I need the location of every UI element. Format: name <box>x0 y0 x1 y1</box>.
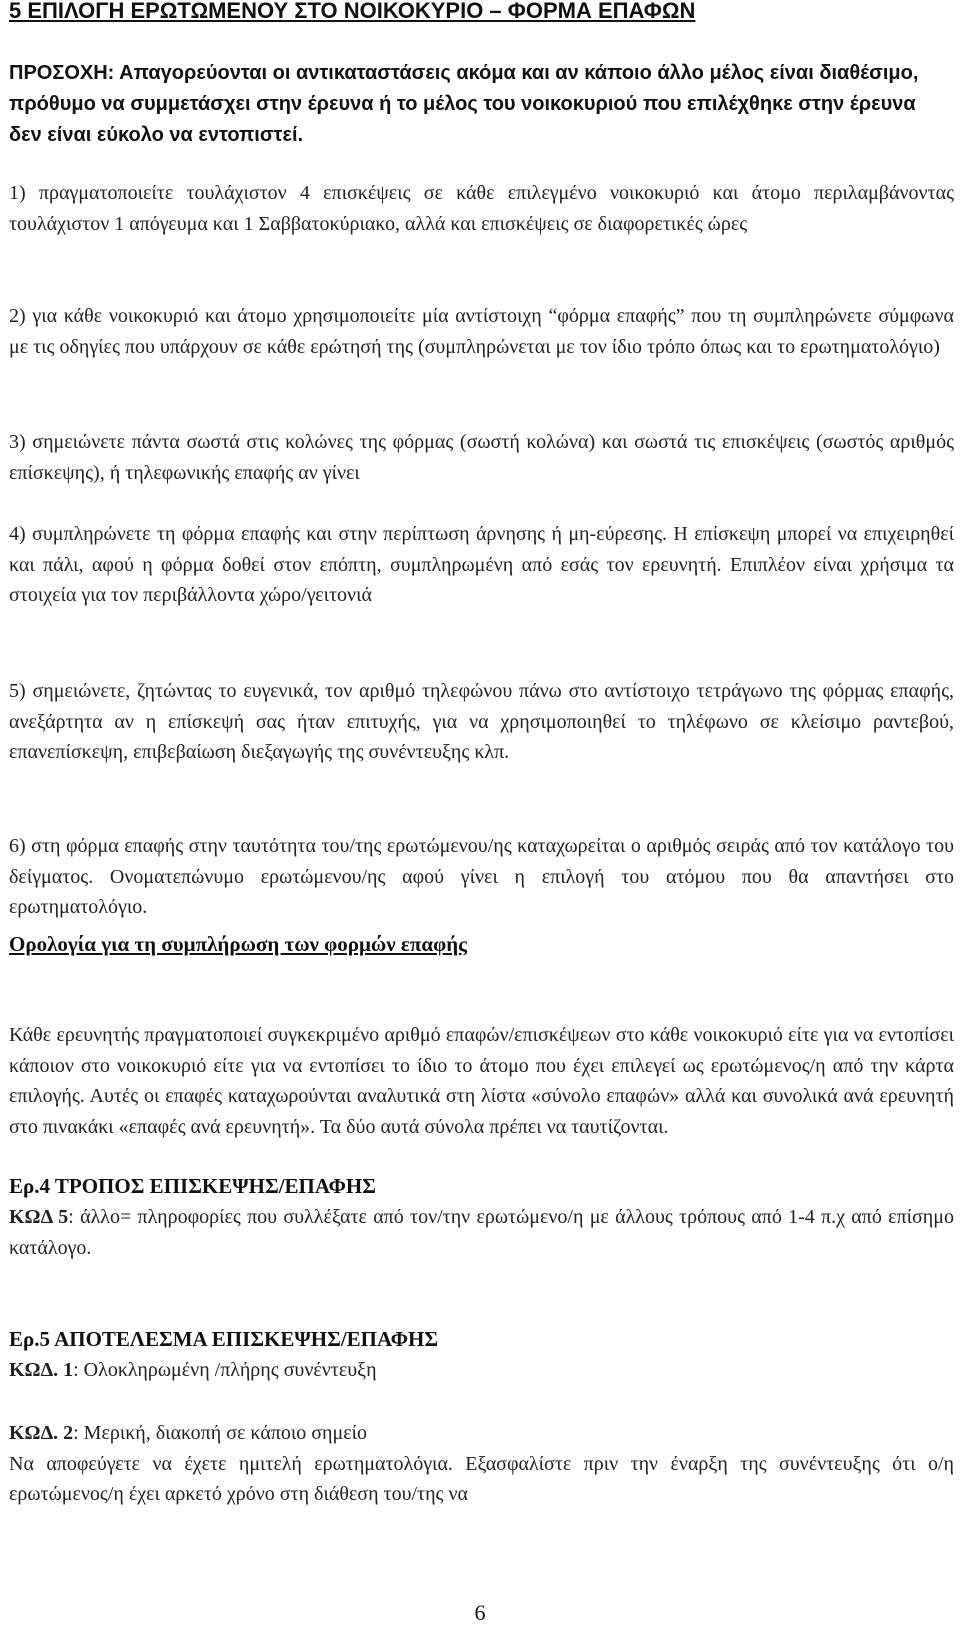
question-5-heading: Ερ.5 ΑΠΟΤΕΛΕΣΜΑ ΕΠΙΣΚΕΨΗΣ/ΕΠΑΦΗΣ <box>9 1327 439 1351</box>
section-title: 5 ΕΠΙΛΟΓΗ ΕΡΩΤΩΜΕΝΟΥ ΣΤΟ ΝΟΙΚΟΚΥΡΙΟ – ΦΟΡΜΑ ΕΠΑΦΩΝ <box>9 0 696 23</box>
terminology-heading: Ορολογία για τη συμπλήρωση των φορμών επαφής <box>9 932 467 956</box>
code-description: : Ολοκληρωμένη /πλήρης συνέντευξη <box>73 1359 377 1381</box>
warning-notice: ΠΡΟΣΟΧΗ: Απαγορεύονται οι αντικαταστάσεις ακόμα και αν κάποιο άλλο μέλος είναι διαθέσιμο, πρόθυμο να συμμετάσχει στην έρευνα ή το μέλος του νοικοκυριού που επιλέχθηκε στην έρευνα δεν είναι εύκολο να εντοπιστεί. <box>9 62 919 146</box>
terminology-paragraph: Κάθε ερευνητής πραγματοποιεί συγκεκριμένο αριθμό επαφών/επισκέψεων στο κάθε νοικοκυριό είτε για να εντοπίσει κάποιον στο νοικοκυριό είτε για να εντοπίσει το ίδιο το άτομο που έχει επιλεγεί ως ερωτώμενος/η από την κάρτα επιλογής. Αυτές οι επαφές καταχωρούνται αναλυτικά στη λίστα «σύνολο επαφών» αλλά και συνολικά ανά ερευνητή στο πινακάκι «επαφές ανά ερευνητή». Τα δύο αυτά σύνολα πρέπει να ταυτίζονται. <box>9 1024 954 1138</box>
code-label: ΚΩΔ 5 <box>9 1206 69 1228</box>
question-5-code-2 <box>9 1418 954 1510</box>
instruction-paragraph: 3) σημειώνετε πάντα σωστά στις κολώνες της φόρμας (σωστή κολώνα) και σωστά τις επισκέψεις (σωστός αριθμός επίσκεψης), ή τηλεφωνικής επαφής αν γίνει <box>9 431 954 484</box>
instruction-paragraph: 1) πραγματοποιείτε τουλάχιστον 4 επισκέψεις σε κάθε επιλεγμένο νοικοκυριό και άτομο περιλαμβάνοντας τουλάχιστον 1 απόγευμα και 1 Σαββατοκύριακο, αλλά και επισκέψεις σε διαφορετικές ώρες <box>9 182 954 235</box>
instruction-paragraph: 5) σημειώνετε, ζητώντας το ευγενικά, τον αριθμό τηλεφώνου πάνω στο αντίστοιχο τετράγωνο της φόρμας επαφής, ανεξάρτητα αν η επίσκεψή σας ήταν επιτυχής, για να χρησιμοποιηθεί το τηλέφωνο σε κλείσιμο ραντεβού, επανεπίσκεψη, επιβεβαίωση διεξαγωγής της συνέντευξης κλπ. <box>9 680 954 764</box>
code-label: ΚΩΔ. 1 <box>9 1359 74 1381</box>
code-note: Να αποφεύγετε να έχετε ημιτελή ερωτηματολόγια. Εξασφαλίστε πριν την έναρξη της συνέντευξης ότι ο/η ερωτώμενος/η έχει αρκετό χρόνο στη διάθεση του/της να <box>9 1452 954 1506</box>
instruction-paragraph: 6) στη φόρμα επαφής στην ταυτότητα του/της ερωτώμενου/ης καταχωρείται ο αριθμός σειράς από τον κατάλογο του δείγματος. Ονοματεπώνυμο ερωτώμενου/ης αφού γίνει η επιλογή του ατόμου που θα απαντήσει στο ερωτηματολόγιο. <box>9 835 954 919</box>
instruction-paragraph: 2) για κάθε νοικοκυριό και άτομο χρησιμοποιείτε μία αντίστοιχη “φόρμα επαφής” που τη συμπληρώνετε σύμφωνα με τις οδηγίες που υπάρχουν σε κάθε ερώτησή της (συμπληρώνεται με τον ίδιο τρόπο όπως και το ερωτηματολόγιο) <box>9 305 954 358</box>
question-4-code-5 <box>9 1202 954 1263</box>
code-description: : Μερική, διακοπή σε κάποιο σημείο <box>73 1422 368 1444</box>
question-4-heading: Ερ.4 ΤΡΟΠΟΣ ΕΠΙΣΚΕΨΗΣ/ΕΠΑΦΗΣ <box>9 1174 376 1198</box>
code-label: ΚΩΔ. 2 <box>9 1422 74 1444</box>
question-5-code-1 <box>9 1355 954 1386</box>
page-number: 6 <box>474 1600 486 1625</box>
instruction-paragraph: 4) συμπληρώνετε τη φόρμα επαφής και στην περίπτωση άρνησης ή μη-εύρεσης. Η επίσκεψη μπορεί να επιχειρηθεί και πάλι, αφού η φόρμα δοθεί στον επόπτη, συμπληρωμένη από εσάς τον ερευνητή. Επιπλέον είναι χρήσιμα τα στοιχεία για τον περιβάλλοντα χώρο/γειτονιά <box>9 523 954 607</box>
code-description: : άλλο= πληροφορίες που συλλέξατε από τον/την ερωτώμενο/η με άλλους τρόπους από 1-4 π.χ από επίσημο κατάλογο. <box>9 1206 954 1259</box>
